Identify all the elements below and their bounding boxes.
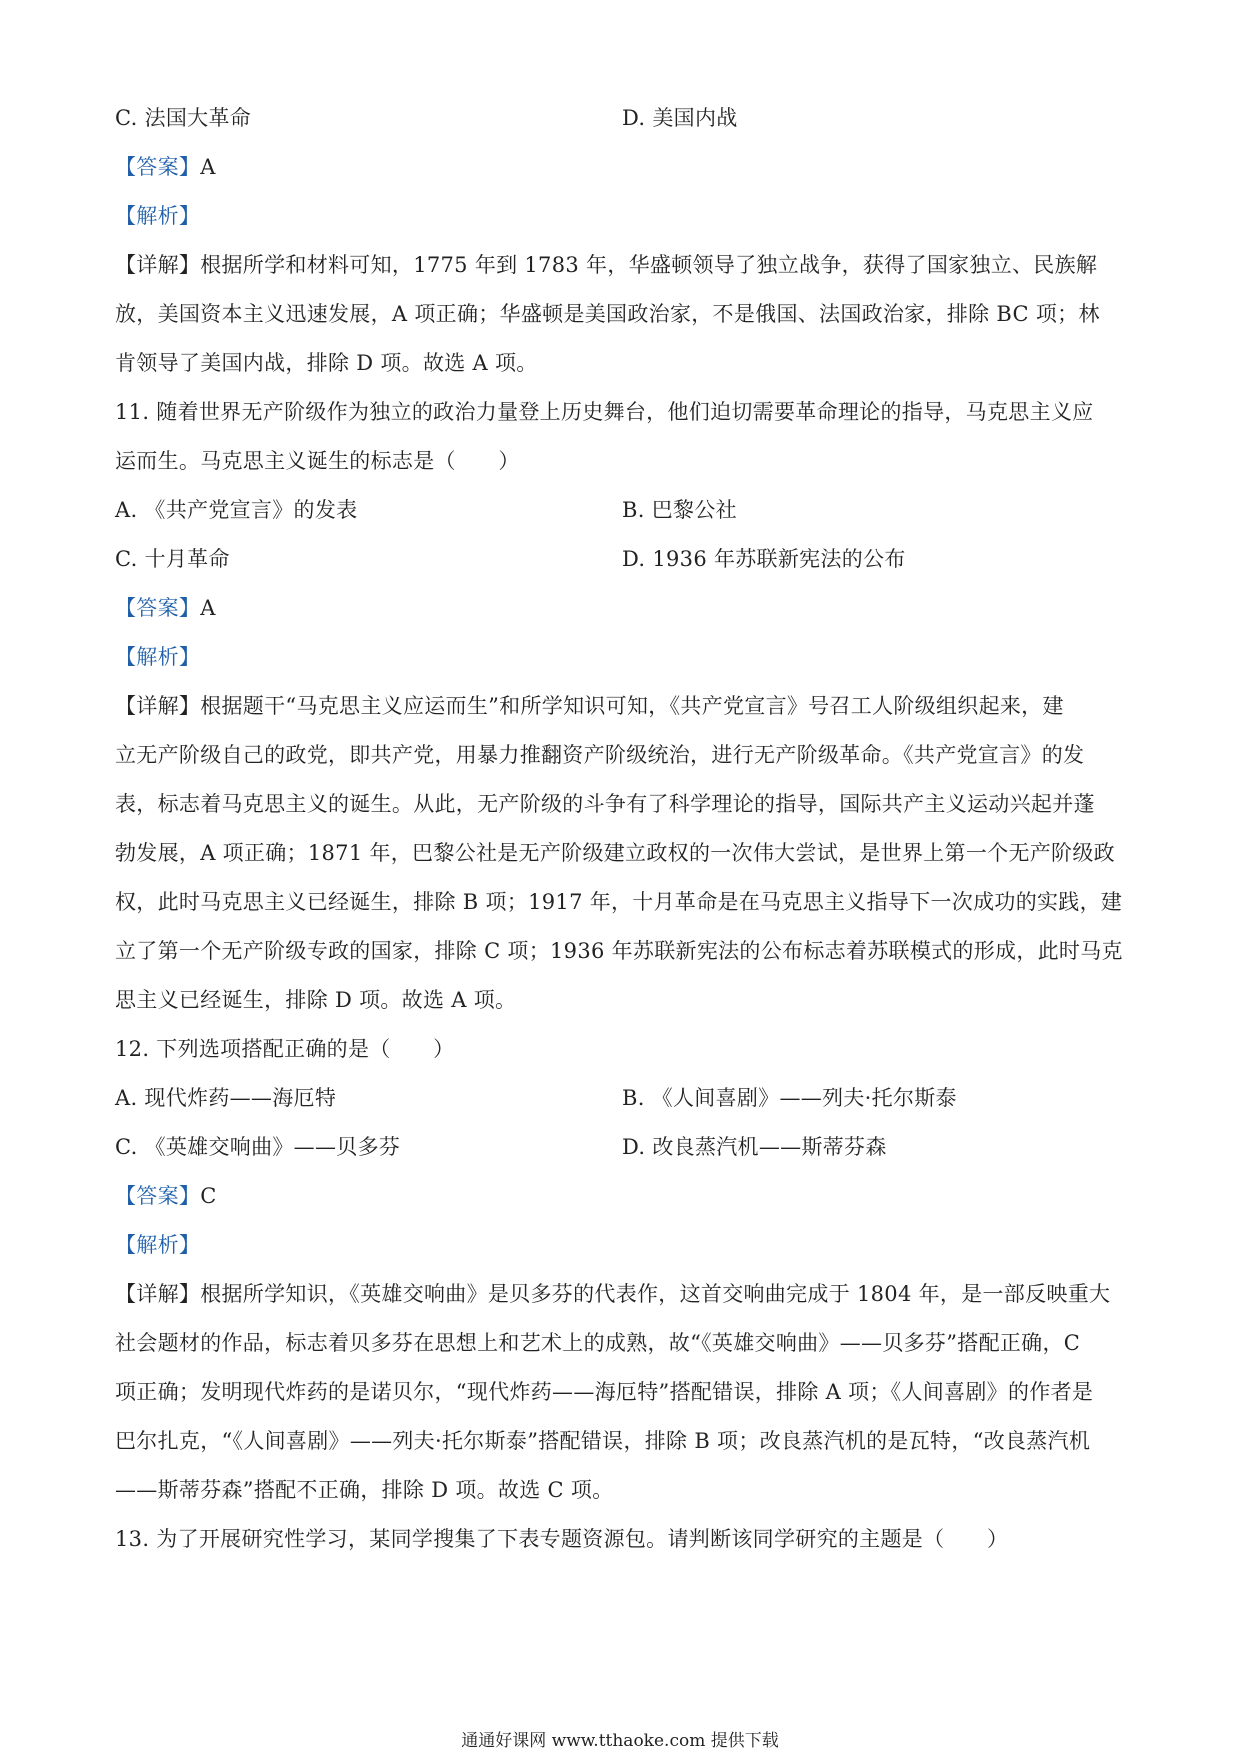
detail-line: 项正确；发明现代炸药的是诺贝尔，“现代炸药——海厄特”搭配错误，排除 A 项；《人间喜剧》的作者是 <box>115 1380 1094 1404</box>
analysis-label: 【解析】 <box>115 1233 201 1257</box>
option-c: C. 法国大革命 <box>115 106 252 130</box>
answer-value: A <box>200 155 216 179</box>
option-b: B. 《人间喜剧》——列夫·托尔斯泰 <box>622 1086 957 1110</box>
detail-line: ——斯蒂芬森”搭配不正确，排除 D 项。故选 C 项。 <box>115 1478 614 1502</box>
detail-line: 思主义已经诞生，排除 D 项。故选 A 项。 <box>115 988 517 1012</box>
detail-line: 巴尔扎克，“《人间喜剧》——列夫·托尔斯泰”搭配错误，排除 B 项；改良蒸汽机的是瓦特，“改良蒸汽机 <box>115 1429 1091 1453</box>
option-c: C. 《英雄交响曲》——贝多芬 <box>115 1135 401 1159</box>
detail-line: 肯领导了美国内战，排除 D 项。故选 A 项。 <box>115 351 538 375</box>
answer-tag: 【答案】 <box>115 596 201 620</box>
analysis-tag <box>115 643 1135 671</box>
detail-line <box>115 251 1135 279</box>
option-d: D. 1936 年苏联新宪法的公布 <box>622 547 906 571</box>
answer-value: C <box>200 1184 217 1208</box>
detail-line: 立了第一个无产阶级专政的国家，排除 C 项；1936 年苏联新宪法的公布标志着苏联模式的形成，此时马克 <box>115 939 1123 963</box>
detail-tag: 【详解】 <box>115 253 201 277</box>
option-a: A. 现代炸药——海厄特 <box>115 1086 337 1110</box>
option-b: B. 巴黎公社 <box>622 498 737 522</box>
option-c: C. 十月革命 <box>115 547 230 571</box>
answer-line <box>115 153 1135 181</box>
detail-text: 根据题干“马克思主义应运而生”和所学知识可知，《共产党宣言》号召工人阶级组织起来，建 <box>200 694 1064 718</box>
analysis-label: 【解析】 <box>115 204 201 228</box>
analysis-label: 【解析】 <box>115 645 201 669</box>
analysis-tag <box>115 1231 1135 1259</box>
detail-line: 社会题材的作品，标志着贝多芬在思想上和艺术上的成熟，故“《英雄交响曲》——贝多芬”搭配正确，C <box>115 1331 1081 1355</box>
page-footer: 通通好课网 www.tthaoke.com 提供下载 <box>461 1731 779 1751</box>
detail-line: 权，此时马克思主义已经诞生，排除 B 项；1917 年，十月革命是在马克思主义指导下一次成功的实践，建 <box>115 890 1123 914</box>
option-d: D. 美国内战 <box>622 106 738 130</box>
answer-tag: 【答案】 <box>115 1184 201 1208</box>
option-a: A. 《共产党宣言》的发表 <box>115 498 358 522</box>
detail-line: 表，标志着马克思主义的诞生。从此，无产阶级的斗争有了科学理论的指导，国际共产主义运动兴起并蓬 <box>115 792 1095 816</box>
question-stem: 11. 随着世界无产阶级作为独立的政治力量登上历史舞台，他们迫切需要革命理论的指导，马克思主义应 <box>115 400 1094 424</box>
question-stem: 12. 下列选项搭配正确的是（ ） <box>115 1037 455 1061</box>
detail-text: 根据所学和材料可知，1775 年到 1783 年，华盛顿领导了独立战争，获得了国家独立、民族解 <box>200 253 1098 277</box>
question-stem: 运而生。马克思主义诞生的标志是（ ） <box>115 449 520 473</box>
detail-text: 根据所学知识，《英雄交响曲》是贝多芬的代表作，这首交响曲完成于 1804 年，是一部反映重大 <box>200 1282 1111 1306</box>
detail-tag: 【详解】 <box>115 694 201 718</box>
answer-line <box>115 1182 1135 1210</box>
answer-line <box>115 594 1135 622</box>
detail-line: 放，美国资本主义迅速发展，A 项正确；华盛顿是美国政治家，不是俄国、法国政治家，排除 BC 项；林 <box>115 302 1100 326</box>
detail-line: 立无产阶级自己的政党，即共产党，用暴力推翻资产阶级统治，进行无产阶级革命。《共产党宣言》的发 <box>115 743 1085 767</box>
detail-tag: 【详解】 <box>115 1282 201 1306</box>
answer-value: A <box>200 596 216 620</box>
detail-line <box>115 692 1135 720</box>
analysis-tag <box>115 202 1135 230</box>
detail-line: 勃发展，A 项正确；1871 年，巴黎公社是无产阶级建立政权的一次伟大尝试，是世界上第一个无产阶级政 <box>115 841 1115 865</box>
answer-tag: 【答案】 <box>115 155 201 179</box>
option-d: D. 改良蒸汽机——斯蒂芬森 <box>622 1135 887 1159</box>
question-stem: 13. 为了开展研究性学习，某同学搜集了下表专题资源包。请判断该同学研究的主题是（ ） <box>115 1527 1009 1551</box>
detail-line <box>115 1280 1135 1308</box>
